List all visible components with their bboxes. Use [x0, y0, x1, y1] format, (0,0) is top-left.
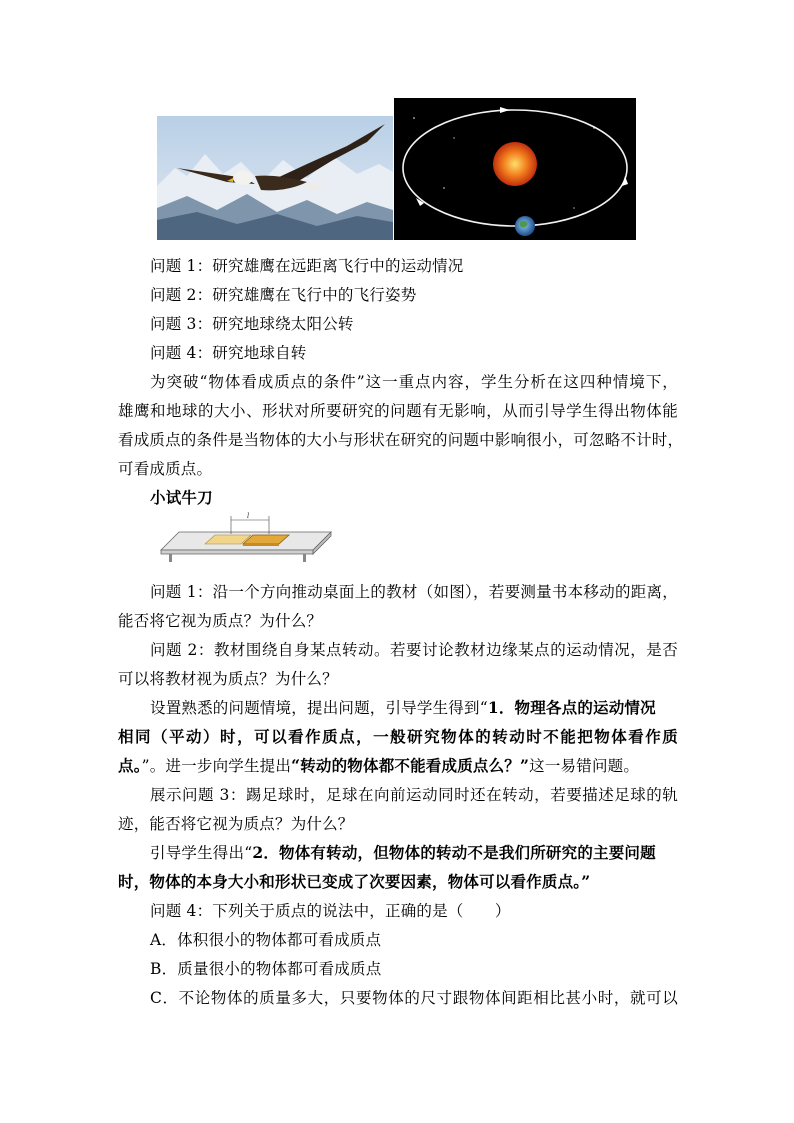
conclusion-2-start: 2．物体有转动，但物体的转动不是我们所研究的主要问题: [252, 843, 656, 862]
paragraph-2-line-2: 相同（平动）时，可以看作质点，一般研究物体的转动时不能把物体看作质: [118, 727, 678, 746]
orbit-image: [394, 98, 636, 240]
paragraph-2-intro: 设置熟悉的问题情境，提出问题，引导学生得到“: [150, 699, 488, 717]
paragraph-3-line-1: [150, 839, 678, 867]
paragraph-1-line-3: 看成质点的条件是当物体的大小与形状在研究的问题中影响很小，可忽略不计时，: [118, 431, 684, 449]
eagle-photo: [157, 116, 393, 240]
task-1-line-2: 能否将它视为质点？为什么？: [118, 612, 323, 630]
paragraph-2-transition: ”。进一步向学生提出: [141, 757, 292, 775]
task-2-line-2: 可以将教材视为质点？为什么？: [118, 670, 338, 688]
task-2-line-1: 问题 2：教材围绕自身某点转动。若要讨论教材边缘某点的运动情况，是否: [150, 641, 678, 659]
conclusion-1-start: 1．物理各点的运动情况: [487, 698, 656, 717]
section-heading: 小试牛刀: [150, 488, 213, 507]
question-4-earth-rotation: 问题 4：研究地球自转: [150, 344, 307, 362]
question-2-eagle-posture: 问题 2：研究雄鹰在飞行中的飞行姿势: [150, 286, 417, 304]
paragraph-2-line-1: [150, 694, 678, 722]
paragraph-2-tail: 这一易错问题。: [529, 757, 640, 775]
task-3-line-1: 展示问题 3：踢足球时，足球在向前运动同时还在转动，若要描述足球的轨: [150, 786, 678, 804]
task-3-line-2: 迹，能否将它视为质点？为什么？: [118, 815, 354, 833]
paragraph-1-line-4: 可看成质点。: [118, 460, 213, 478]
book-on-table-figure: [155, 510, 335, 562]
paragraph-3-line-2: 时，物体的本身大小和形状已变成了次要因素，物体可以看作质点。”: [118, 872, 591, 891]
distance-label: l: [247, 512, 250, 520]
paragraph-1-line-1: 为突破“物体看成质点的条件”这一重点内容，学生分析在这四种情境下，: [150, 373, 678, 391]
paragraph-3-intro: 引导学生得出“: [150, 844, 253, 862]
paragraph-2-line-3: [118, 752, 678, 780]
question-3-earth-revolution: 问题 3：研究地球绕太阳公转: [150, 315, 354, 333]
paragraph-1-line-2: 雄鹰和地球的大小、形状对所要研究的问题有无影响，从而引导学生得出物体能: [118, 402, 678, 420]
task-4-question: 问题 4：下列关于质点的说法中，正确的是（ ）: [150, 902, 511, 920]
option-b: B．质量很小的物体都可看成质点: [150, 960, 382, 978]
conclusion-1-end: 点。: [118, 756, 142, 775]
question-1-eagle-distance: 问题 1：研究雄鹰在远距离飞行中的运动情况: [150, 257, 464, 275]
option-c: C．不论物体的质量多大，只要物体的尺寸跟物体间距相比甚小时，就可以: [150, 989, 678, 1007]
task-1-line-1: 问题 1：沿一个方向推动桌面上的教材（如图），若要测量书本移动的距离，: [150, 583, 678, 601]
misconception-question: “转动的物体都不能看成质点么？”: [291, 756, 530, 775]
option-a: A．体积很小的物体都可看成质点: [150, 931, 382, 949]
